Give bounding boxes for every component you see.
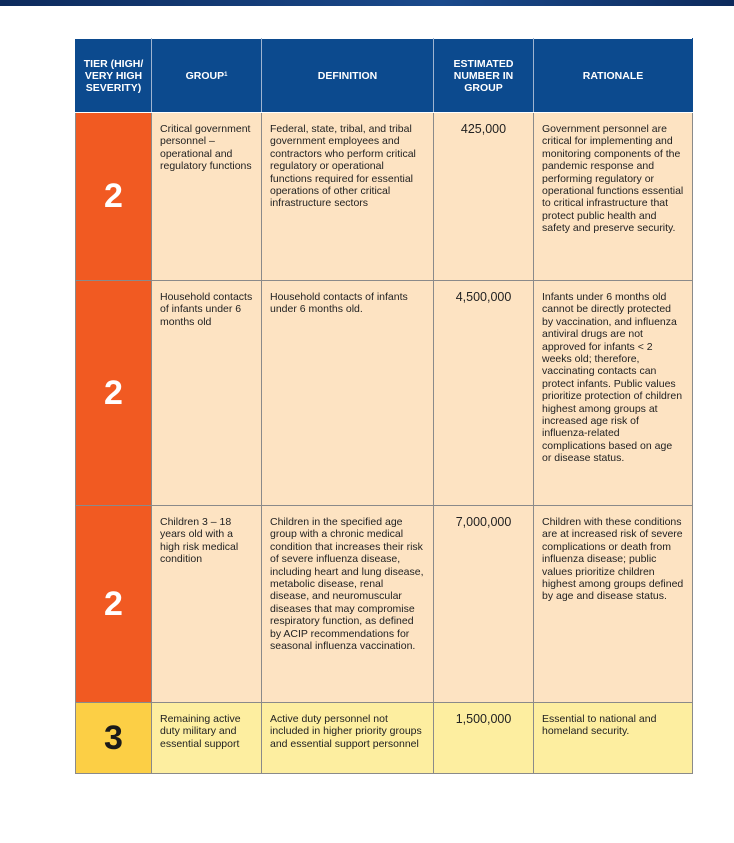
estimated-number-cell: 1,500,000 xyxy=(434,703,534,774)
table-row xyxy=(76,703,693,774)
table-row xyxy=(76,281,693,506)
definition-cell: Active duty personnel not included in higher priority groups and essential support personnel xyxy=(262,703,434,774)
tier-number: 2 xyxy=(76,281,152,506)
rationale-cell: Essential to national and homeland security. xyxy=(534,703,693,774)
vaccination-tier-table xyxy=(75,38,693,774)
header-rationale: RATIONALE xyxy=(534,39,693,113)
header-row xyxy=(76,39,693,113)
header-definition: DEFINITION xyxy=(262,39,434,113)
group-cell: Household contacts of infants under 6 months old xyxy=(152,281,262,506)
estimated-number-cell: 4,500,000 xyxy=(434,281,534,506)
rationale-cell: Government personnel are critical for implementing and monitoring components of the pandemic response and performing regulatory or operational functions essential to critical infrastructure that protect public health and safety and preserve security. xyxy=(534,113,693,281)
group-cell: Critical government personnel – operational and regulatory functions xyxy=(152,113,262,281)
top-banner-bar xyxy=(0,0,734,6)
definition-cell: Household contacts of infants under 6 months old. xyxy=(262,281,434,506)
table-row xyxy=(76,113,693,281)
tier-number: 3 xyxy=(76,703,152,774)
estimated-number-cell: 425,000 xyxy=(434,113,534,281)
rationale-cell: Infants under 6 months old cannot be directly protected by vaccination, and influenza antiviral drugs are not approved for infants < 2 weeks old; therefore, vaccinating contacts can protect infants. Public values prioritize protection of children highest among groups at increased age risk of influenza-related complications based on age or disease status. xyxy=(534,281,693,506)
tier-number: 2 xyxy=(76,506,152,703)
header-tier: TIER (HIGH/ VERY HIGH SEVERITY) xyxy=(76,39,152,113)
group-footnote-marker: 1 xyxy=(224,71,228,78)
group-cell: Remaining active duty military and essential support xyxy=(152,703,262,774)
definition-cell: Federal, state, tribal, and tribal government employees and contractors who perform critical regulatory or operational functions required for essential operations of other critical infrastructure sectors xyxy=(262,113,434,281)
table-row xyxy=(76,506,693,703)
header-estimated-number: ESTIMATED NUMBER IN GROUP xyxy=(434,39,534,113)
header-group: GROUP$^1$ xyxy=(152,39,262,113)
tier-number: 2 xyxy=(76,113,152,281)
definition-cell: Children in the specified age group with a chronic medical condition that increases their risk of severe influenza disease, including heart and lung disease, metabolic disease, renal disease, and neuromuscular diseases that may compromise respiratory function, as defined by ACIP recommendations for seasonal influenza vaccination. xyxy=(262,506,434,703)
rationale-cell: Children with these conditions are at increased risk of severe complications or death from influenza disease; public values prioritize children highest among groups defined by age and disease status. xyxy=(534,506,693,703)
group-cell: Children 3 – 18 years old with a high risk medical condition xyxy=(152,506,262,703)
estimated-number-cell: 7,000,000 xyxy=(434,506,534,703)
